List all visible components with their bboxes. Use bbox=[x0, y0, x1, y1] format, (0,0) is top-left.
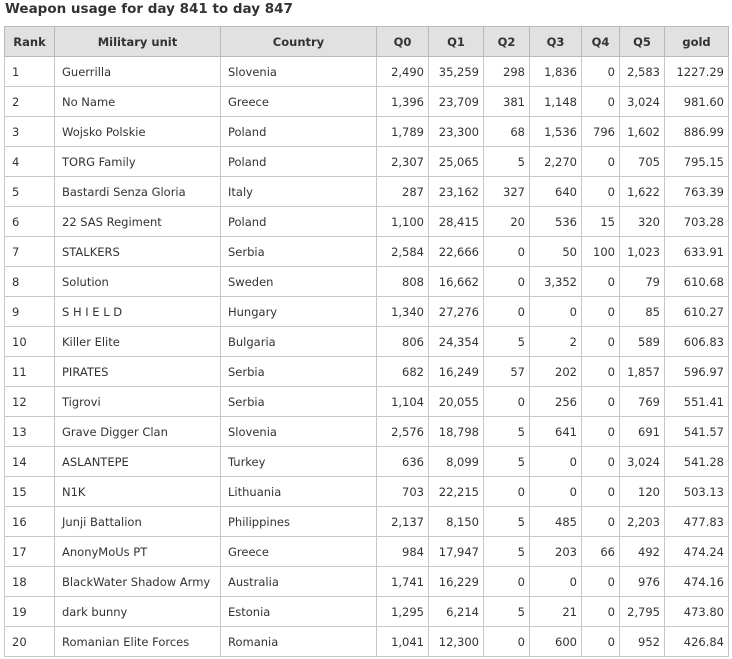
gold-cell: 703.28 bbox=[665, 207, 729, 237]
q0-cell: 2,137 bbox=[377, 507, 429, 537]
gold-cell: 541.57 bbox=[665, 417, 729, 447]
rank-cell: 10 bbox=[5, 327, 55, 357]
rank-cell: 4 bbox=[5, 147, 55, 177]
q0-cell: 682 bbox=[377, 357, 429, 387]
military-unit-cell[interactable]: Romanian Elite Forces bbox=[55, 627, 221, 657]
military-unit-cell[interactable]: S H I E L D bbox=[55, 297, 221, 327]
gold-cell: 610.68 bbox=[665, 267, 729, 297]
military-unit-cell[interactable]: Junji Battalion bbox=[55, 507, 221, 537]
table-header-row bbox=[5, 27, 729, 57]
q2-cell: 298 bbox=[484, 57, 530, 87]
q4-cell: 0 bbox=[582, 147, 620, 177]
military-unit-cell[interactable]: PIRATES bbox=[55, 357, 221, 387]
q5-cell: 1,622 bbox=[620, 177, 665, 207]
rank-cell: 1 bbox=[5, 57, 55, 87]
q2-cell: 5 bbox=[484, 537, 530, 567]
gold-cell: 596.97 bbox=[665, 357, 729, 387]
rank-cell: 8 bbox=[5, 267, 55, 297]
q5-cell: 3,024 bbox=[620, 447, 665, 477]
column-header-q1[interactable]: Q1 bbox=[429, 27, 484, 57]
gold-cell: 477.83 bbox=[665, 507, 729, 537]
q3-cell: 50 bbox=[530, 237, 582, 267]
country-cell[interactable]: Bulgaria bbox=[221, 327, 377, 357]
country-cell[interactable]: Poland bbox=[221, 117, 377, 147]
q4-cell: 0 bbox=[582, 357, 620, 387]
q5-cell: 320 bbox=[620, 207, 665, 237]
q0-cell: 1,041 bbox=[377, 627, 429, 657]
military-unit-cell[interactable]: Guerrilla bbox=[55, 57, 221, 87]
q0-cell: 703 bbox=[377, 477, 429, 507]
q3-cell: 202 bbox=[530, 357, 582, 387]
table-row bbox=[5, 597, 729, 627]
country-cell[interactable]: Serbia bbox=[221, 357, 377, 387]
q2-cell: 0 bbox=[484, 267, 530, 297]
q3-cell: 485 bbox=[530, 507, 582, 537]
q2-cell: 0 bbox=[484, 627, 530, 657]
q2-cell: 68 bbox=[484, 117, 530, 147]
q1-cell: 12,300 bbox=[429, 627, 484, 657]
q5-cell: 79 bbox=[620, 267, 665, 297]
table-row bbox=[5, 207, 729, 237]
table-row bbox=[5, 237, 729, 267]
q0-cell: 806 bbox=[377, 327, 429, 357]
q2-cell: 381 bbox=[484, 87, 530, 117]
q5-cell: 492 bbox=[620, 537, 665, 567]
gold-cell: 426.84 bbox=[665, 627, 729, 657]
q0-cell: 1,340 bbox=[377, 297, 429, 327]
q0-cell: 1,295 bbox=[377, 597, 429, 627]
q0-cell: 1,741 bbox=[377, 567, 429, 597]
q1-cell: 28,415 bbox=[429, 207, 484, 237]
q2-cell: 5 bbox=[484, 327, 530, 357]
q4-cell: 796 bbox=[582, 117, 620, 147]
country-cell[interactable]: Hungary bbox=[221, 297, 377, 327]
q4-cell: 0 bbox=[582, 177, 620, 207]
q4-cell: 100 bbox=[582, 237, 620, 267]
q1-cell: 16,229 bbox=[429, 567, 484, 597]
military-unit-cell[interactable]: ASLANTEPE bbox=[55, 447, 221, 477]
q4-cell: 0 bbox=[582, 567, 620, 597]
q0-cell: 2,584 bbox=[377, 237, 429, 267]
rank-cell: 9 bbox=[5, 297, 55, 327]
q5-cell: 952 bbox=[620, 627, 665, 657]
column-header-q4[interactable]: Q4 bbox=[582, 27, 620, 57]
q1-cell: 35,259 bbox=[429, 57, 484, 87]
gold-cell: 981.60 bbox=[665, 87, 729, 117]
q3-cell: 3,352 bbox=[530, 267, 582, 297]
q0-cell: 2,307 bbox=[377, 147, 429, 177]
gold-cell: 633.91 bbox=[665, 237, 729, 267]
q1-cell: 24,354 bbox=[429, 327, 484, 357]
country-cell[interactable]: Romania bbox=[221, 627, 377, 657]
table-row bbox=[5, 147, 729, 177]
q4-cell: 66 bbox=[582, 537, 620, 567]
q0-cell: 287 bbox=[377, 177, 429, 207]
country-cell[interactable]: Slovenia bbox=[221, 417, 377, 447]
q2-cell: 5 bbox=[484, 507, 530, 537]
table-row bbox=[5, 447, 729, 477]
q5-cell: 120 bbox=[620, 477, 665, 507]
q2-cell: 5 bbox=[484, 597, 530, 627]
q1-cell: 22,666 bbox=[429, 237, 484, 267]
q5-cell: 1,602 bbox=[620, 117, 665, 147]
q3-cell: 1,836 bbox=[530, 57, 582, 87]
gold-cell: 474.24 bbox=[665, 537, 729, 567]
country-cell[interactable]: Poland bbox=[221, 207, 377, 237]
q0-cell: 1,789 bbox=[377, 117, 429, 147]
gold-cell: 795.15 bbox=[665, 147, 729, 177]
rank-cell: 2 bbox=[5, 87, 55, 117]
q3-cell: 536 bbox=[530, 207, 582, 237]
gold-cell: 1227.29 bbox=[665, 57, 729, 87]
weapon-usage-table bbox=[4, 26, 729, 657]
q1-cell: 22,215 bbox=[429, 477, 484, 507]
country-cell[interactable]: Serbia bbox=[221, 237, 377, 267]
q5-cell: 2,583 bbox=[620, 57, 665, 87]
table-row bbox=[5, 117, 729, 147]
q1-cell: 23,709 bbox=[429, 87, 484, 117]
q4-cell: 0 bbox=[582, 627, 620, 657]
q4-cell: 0 bbox=[582, 267, 620, 297]
q5-cell: 2,795 bbox=[620, 597, 665, 627]
country-cell[interactable]: Lithuania bbox=[221, 477, 377, 507]
q0-cell: 1,104 bbox=[377, 387, 429, 417]
rank-cell: 19 bbox=[5, 597, 55, 627]
table-row bbox=[5, 267, 729, 297]
military-unit-cell[interactable]: Grave Digger Clan bbox=[55, 417, 221, 447]
q4-cell: 0 bbox=[582, 507, 620, 537]
q5-cell: 691 bbox=[620, 417, 665, 447]
q5-cell: 769 bbox=[620, 387, 665, 417]
q3-cell: 641 bbox=[530, 417, 582, 447]
q2-cell: 57 bbox=[484, 357, 530, 387]
rank-cell: 15 bbox=[5, 477, 55, 507]
military-unit-cell[interactable]: Solution bbox=[55, 267, 221, 297]
military-unit-cell[interactable]: Wojsko Polskie bbox=[55, 117, 221, 147]
rank-cell: 12 bbox=[5, 387, 55, 417]
country-cell[interactable]: Serbia bbox=[221, 387, 377, 417]
q4-cell: 0 bbox=[582, 417, 620, 447]
q1-cell: 6,214 bbox=[429, 597, 484, 627]
q1-cell: 8,099 bbox=[429, 447, 484, 477]
q3-cell: 256 bbox=[530, 387, 582, 417]
column-header-q5[interactable]: Q5 bbox=[620, 27, 665, 57]
q3-cell: 203 bbox=[530, 537, 582, 567]
rank-cell: 11 bbox=[5, 357, 55, 387]
q1-cell: 16,662 bbox=[429, 267, 484, 297]
gold-cell: 551.41 bbox=[665, 387, 729, 417]
gold-cell: 763.39 bbox=[665, 177, 729, 207]
military-unit-cell[interactable]: Tigrovi bbox=[55, 387, 221, 417]
q2-cell: 0 bbox=[484, 237, 530, 267]
q4-cell: 0 bbox=[582, 447, 620, 477]
country-cell[interactable]: Australia bbox=[221, 567, 377, 597]
column-header-q2[interactable]: Q2 bbox=[484, 27, 530, 57]
gold-cell: 503.13 bbox=[665, 477, 729, 507]
q2-cell: 327 bbox=[484, 177, 530, 207]
rank-cell: 17 bbox=[5, 537, 55, 567]
q3-cell: 2,270 bbox=[530, 147, 582, 177]
q5-cell: 3,024 bbox=[620, 87, 665, 117]
q4-cell: 0 bbox=[582, 387, 620, 417]
q3-cell: 21 bbox=[530, 597, 582, 627]
q0-cell: 984 bbox=[377, 537, 429, 567]
country-cell[interactable]: Italy bbox=[221, 177, 377, 207]
military-unit-cell[interactable]: Killer Elite bbox=[55, 327, 221, 357]
military-unit-cell[interactable]: BlackWater Shadow Army bbox=[55, 567, 221, 597]
q0-cell: 2,490 bbox=[377, 57, 429, 87]
country-cell[interactable]: Greece bbox=[221, 87, 377, 117]
gold-cell: 473.80 bbox=[665, 597, 729, 627]
country-cell[interactable]: Sweden bbox=[221, 267, 377, 297]
q3-cell: 0 bbox=[530, 477, 582, 507]
table-row bbox=[5, 417, 729, 447]
table-row bbox=[5, 57, 729, 87]
country-cell[interactable]: Estonia bbox=[221, 597, 377, 627]
q4-cell: 15 bbox=[582, 207, 620, 237]
q5-cell: 589 bbox=[620, 327, 665, 357]
q1-cell: 18,798 bbox=[429, 417, 484, 447]
column-header-rank[interactable]: Rank bbox=[5, 27, 55, 57]
gold-cell: 610.27 bbox=[665, 297, 729, 327]
table-row bbox=[5, 297, 729, 327]
q3-cell: 1,148 bbox=[530, 87, 582, 117]
q4-cell: 0 bbox=[582, 597, 620, 627]
q4-cell: 0 bbox=[582, 477, 620, 507]
q2-cell: 0 bbox=[484, 477, 530, 507]
q0-cell: 2,576 bbox=[377, 417, 429, 447]
table-row bbox=[5, 627, 729, 657]
q1-cell: 23,300 bbox=[429, 117, 484, 147]
military-unit-cell[interactable]: Bastardi Senza Gloria bbox=[55, 177, 221, 207]
q1-cell: 17,947 bbox=[429, 537, 484, 567]
military-unit-cell[interactable]: dark bunny bbox=[55, 597, 221, 627]
table-row bbox=[5, 477, 729, 507]
rank-cell: 14 bbox=[5, 447, 55, 477]
q2-cell: 0 bbox=[484, 297, 530, 327]
q3-cell: 0 bbox=[530, 447, 582, 477]
country-cell[interactable]: Philippines bbox=[221, 507, 377, 537]
q5-cell: 976 bbox=[620, 567, 665, 597]
rank-cell: 20 bbox=[5, 627, 55, 657]
rank-cell: 5 bbox=[5, 177, 55, 207]
rank-cell: 13 bbox=[5, 417, 55, 447]
military-unit-cell[interactable]: No Name bbox=[55, 87, 221, 117]
q1-cell: 8,150 bbox=[429, 507, 484, 537]
rank-cell: 16 bbox=[5, 507, 55, 537]
q0-cell: 808 bbox=[377, 267, 429, 297]
table-row bbox=[5, 387, 729, 417]
table-row bbox=[5, 177, 729, 207]
gold-cell: 886.99 bbox=[665, 117, 729, 147]
rank-cell: 3 bbox=[5, 117, 55, 147]
table-row bbox=[5, 537, 729, 567]
q3-cell: 2 bbox=[530, 327, 582, 357]
country-cell[interactable]: Greece bbox=[221, 537, 377, 567]
q4-cell: 0 bbox=[582, 327, 620, 357]
rank-cell: 18 bbox=[5, 567, 55, 597]
column-header-q3[interactable]: Q3 bbox=[530, 27, 582, 57]
q5-cell: 1,857 bbox=[620, 357, 665, 387]
q1-cell: 16,249 bbox=[429, 357, 484, 387]
q2-cell: 20 bbox=[484, 207, 530, 237]
q3-cell: 1,536 bbox=[530, 117, 582, 147]
q5-cell: 1,023 bbox=[620, 237, 665, 267]
table-row bbox=[5, 357, 729, 387]
country-cell[interactable]: Slovenia bbox=[221, 57, 377, 87]
q3-cell: 0 bbox=[530, 567, 582, 597]
q0-cell: 1,100 bbox=[377, 207, 429, 237]
q1-cell: 20,055 bbox=[429, 387, 484, 417]
q3-cell: 640 bbox=[530, 177, 582, 207]
table-body bbox=[5, 57, 729, 657]
q2-cell: 0 bbox=[484, 387, 530, 417]
q2-cell: 5 bbox=[484, 147, 530, 177]
q2-cell: 5 bbox=[484, 417, 530, 447]
q2-cell: 5 bbox=[484, 447, 530, 477]
page-title: Weapon usage for day 841 to day 847 bbox=[5, 1, 293, 17]
q0-cell: 1,396 bbox=[377, 87, 429, 117]
q4-cell: 0 bbox=[582, 87, 620, 117]
table-row bbox=[5, 327, 729, 357]
q0-cell: 636 bbox=[377, 447, 429, 477]
q4-cell: 0 bbox=[582, 57, 620, 87]
q1-cell: 27,276 bbox=[429, 297, 484, 327]
q2-cell: 0 bbox=[484, 567, 530, 597]
q1-cell: 25,065 bbox=[429, 147, 484, 177]
military-unit-cell[interactable]: AnonyMoUs PT bbox=[55, 537, 221, 567]
column-header-military-unit[interactable]: Military unit bbox=[55, 27, 221, 57]
gold-cell: 606.83 bbox=[665, 327, 729, 357]
q5-cell: 85 bbox=[620, 297, 665, 327]
table-row bbox=[5, 567, 729, 597]
column-header-gold[interactable]: gold bbox=[665, 27, 729, 57]
q1-cell: 23,162 bbox=[429, 177, 484, 207]
q3-cell: 600 bbox=[530, 627, 582, 657]
column-header-q0[interactable]: Q0 bbox=[377, 27, 429, 57]
q5-cell: 705 bbox=[620, 147, 665, 177]
gold-cell: 474.16 bbox=[665, 567, 729, 597]
q5-cell: 2,203 bbox=[620, 507, 665, 537]
table-row bbox=[5, 507, 729, 537]
column-header-country[interactable]: Country bbox=[221, 27, 377, 57]
rank-cell: 7 bbox=[5, 237, 55, 267]
rank-cell: 6 bbox=[5, 207, 55, 237]
military-unit-cell[interactable]: STALKERS bbox=[55, 237, 221, 267]
military-unit-cell[interactable]: N1K bbox=[55, 477, 221, 507]
country-cell[interactable]: Poland bbox=[221, 147, 377, 177]
military-unit-cell[interactable]: 22 SAS Regiment bbox=[55, 207, 221, 237]
q3-cell: 0 bbox=[530, 297, 582, 327]
table-row bbox=[5, 87, 729, 117]
country-cell[interactable]: Turkey bbox=[221, 447, 377, 477]
gold-cell: 541.28 bbox=[665, 447, 729, 477]
q4-cell: 0 bbox=[582, 297, 620, 327]
military-unit-cell[interactable]: TORG Family bbox=[55, 147, 221, 177]
